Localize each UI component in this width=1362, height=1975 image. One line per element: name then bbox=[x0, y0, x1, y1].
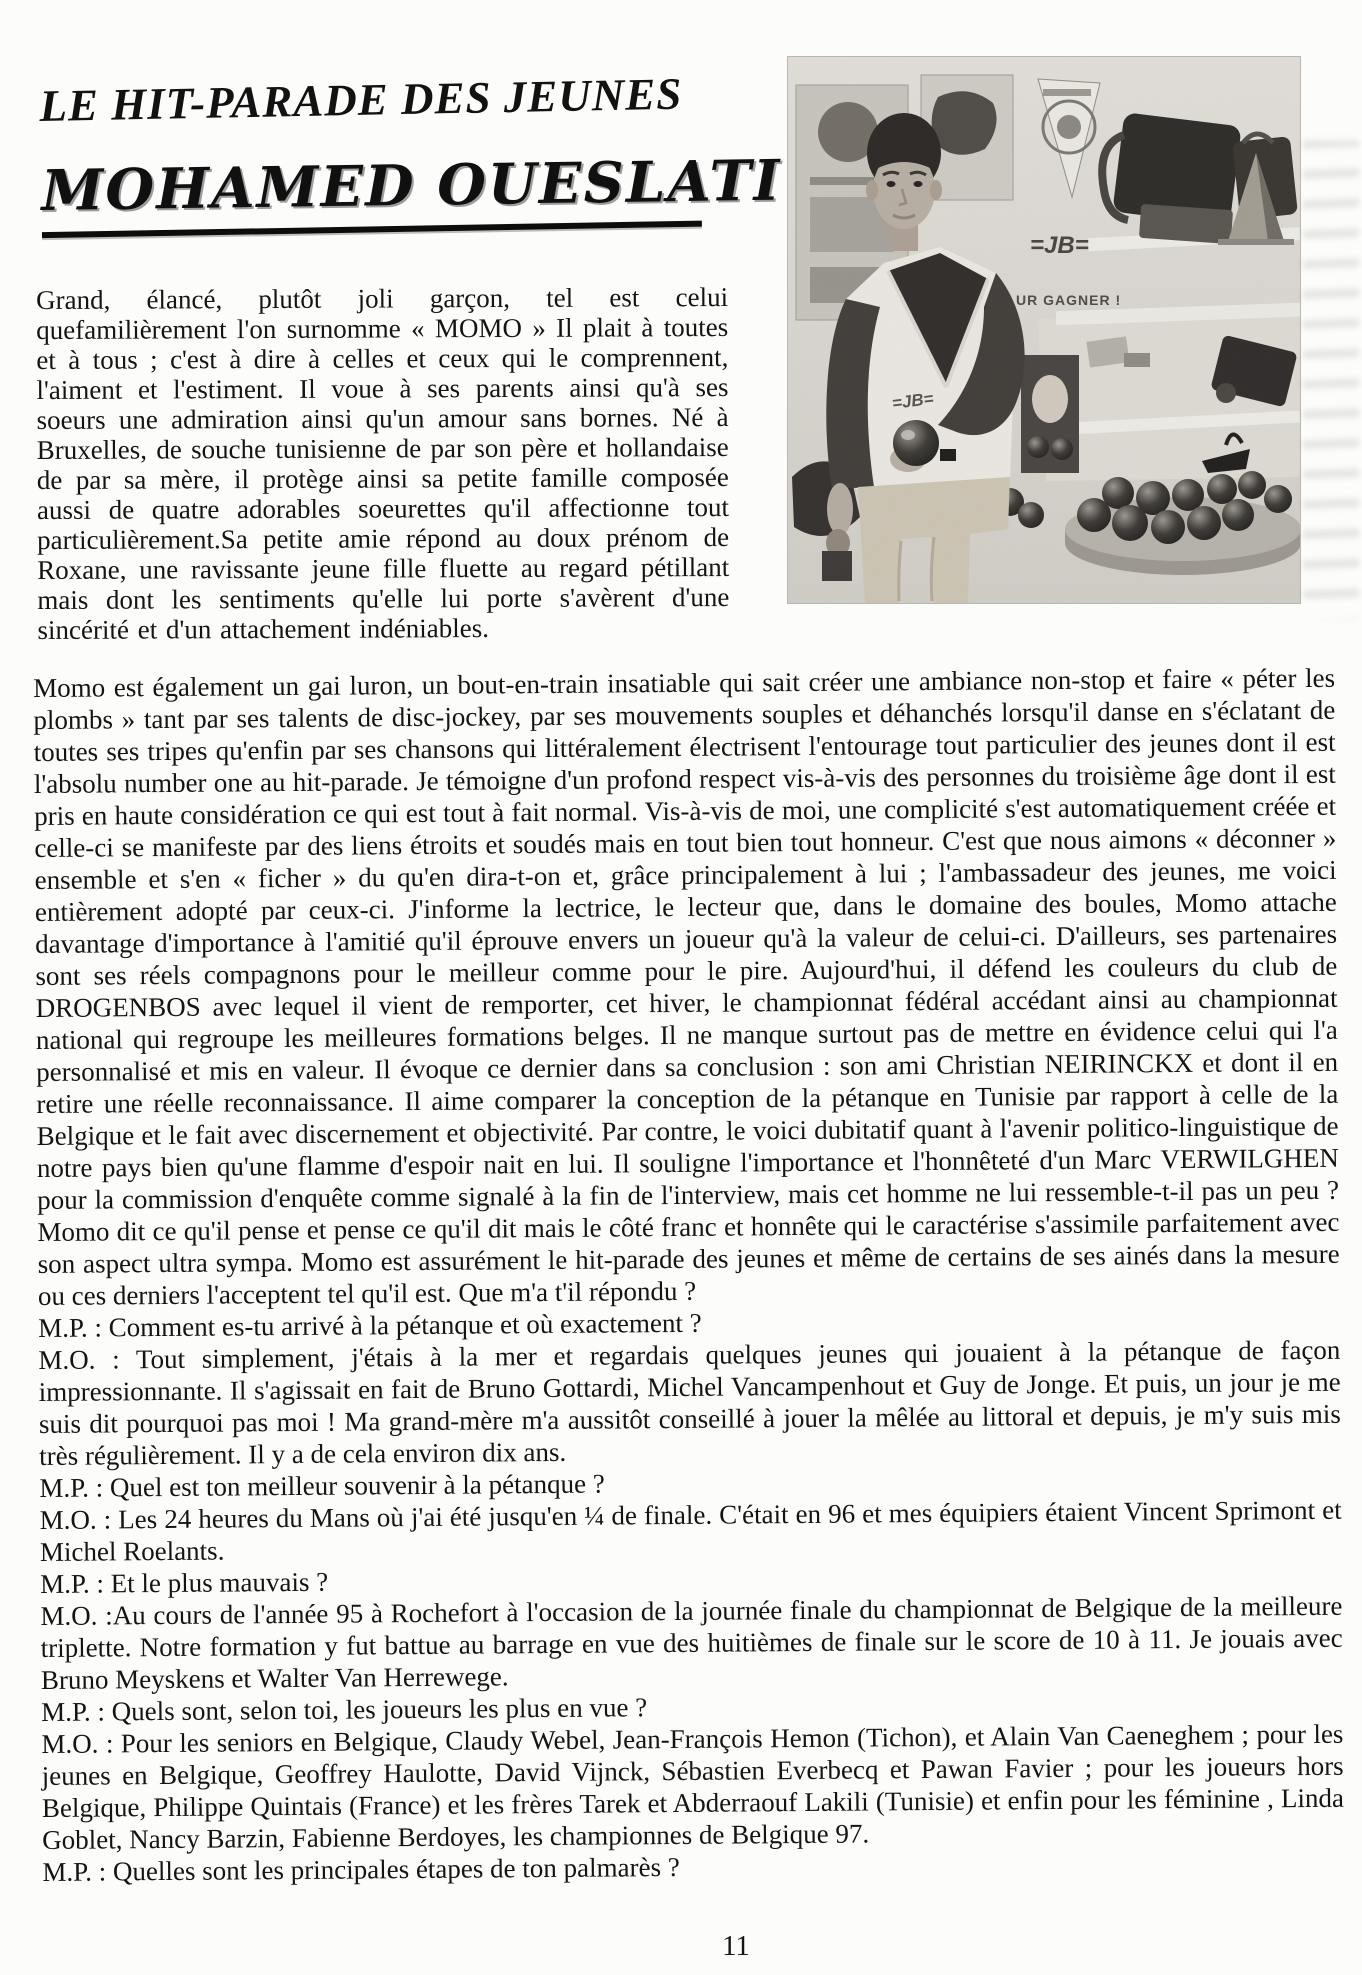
intro-paragraph: Grand, élancé, plutôt joli garçon, tel est celui quefamilièrement l'on surnomme « MOMO » Il plait à toutes et à tous ; c'est à dire à celles et ceux qui le comprennent, l'aiment et l'estiment. Il voue à ses parents ainsi qu'à ses soeurs une admiration ainsi qu'un amour sans bornes. Né à Bruxelles, de souche tunisienne de par son père et hollandaise de par sa mère, il protège ainsi sa petite famille composée aussi de quatre adorables soeurettes qu'il affectionne tout particulièrement.Sa petite amie répond au doux prénom de Roxane, une ravissante jeune fille fluette au regard pétillant mais dont les sentiments qu'elle lui porte s'avèrent d'une sincérité et d'un attachement indéniables. bbox=[36, 281, 730, 645]
photo-illustration bbox=[788, 57, 1300, 603]
interview-line: M.O. : Tout simplement, j'étais à la mer et regardais quelques jeunes qui jouaient à la pétanque de façon impressionnante. Il s'agissait en fait de Bruno Gottardi, Michel Vancampenhout et Guy de Jonge. Et puis, un jour je me suis dit pourquoi pas moi ! Ma grand-mère m'a aussitôt conseillé à jouer la mêlée au littoral et depuis, je m'y suis mis très régulièrement. Il y a de cela environ dix ans. bbox=[38, 1334, 1341, 1471]
interview-line: M.P. : Comment es-tu arrivé à la pétanque et où exactement ? bbox=[38, 1307, 702, 1343]
interview-line: M.P. : Et le plus mauvais ? bbox=[40, 1566, 329, 1599]
jb-wall-logo-text: =JB= bbox=[1030, 232, 1089, 259]
photo-grain-overlay bbox=[788, 57, 1300, 603]
body-paragraph: Momo est également un gai luron, un bout-en-train insatiable qui sait créer une ambiance non-stop et faire « péter les plombs » tant par ses talents de disc-jockey, par ses mouvements souples et déhanchés lorsqu'il danse en s'éclatant de toutes ses tripes qu'enfin par ses chansons qui littéralement électrisent l'entourage tout particulier des jeunes dont il est l'absolu number one au hit-parade. Je témoigne d'un profond respect vis-à-vis des personnes du troisième âge dont il est pris en haute considération ce qui est tout à fait normal. Vis-à-vis de moi, une complicité s'est automatiquement créée et celle-ci se manifeste par des liens étroits et soudés mais en tout bien tout honneur. C'est que nous aimons « déconner » ensemble et s'en « ficher » du qu'en dira-t-on et, grâce principalement à lui ; l'ambassadeur des jeunes, me voici entièrement adopté par ceux-ci. J'informe la lectrice, le lecteur que, dans le domaine des boules, Momo attache davantage d'importance à l'amitié qu'il éprouve envers un joueur qu'à la valeur de celui-ci. D'ailleurs, ses partenaires sont ses réels compagnons pour le meilleur comme pour le pire. Aujourd'hui, il défend les couleurs du club de DROGENBOS avec lequel il vient de remporter, cet hiver, le championnat fédéral accédant ainsi au championnat national qui regroupe les meilleures formations belges. Il ne manque surtout pas de mettre en évidence celui qui l'a personnalisé et mis en valeur. Il évoque ce dernier dans sa conclusion : son ami Christian NEIRINCKX et dont il en retire une réelle reconnaissance. Il aime comparer la conception de la pétanque en Tunisie par rapport à celle de la Belgique et le fait avec discernement et objectivité. Par contre, le voici dubitatif quant à l'avenir politico-linguistique de notre pays bien qu'une flamme d'espoir nait en lui. Il souligne l'importance et l'honnêteté d'un Marc VERWILGHEN pour la commission d'enquête comme signalé à la fin de l'interview, mais cet homme ne lui ressemble-t-il pas un peu ? Momo dit ce qu'il pense et pense ce qu'il dit mais le côté franc et honnête qui le caractérise s'assimile parfaitement avec son aspect ultra sympa. Momo est assurément le hit-parade des jeunes et même de certains de ses ainés dans la mesure ou ces derniers l'acceptent tel qu'il est. Que m'a t'il répondu ? bbox=[33, 662, 1340, 1311]
title-underline bbox=[42, 221, 702, 239]
article-body bbox=[33, 662, 1345, 1888]
jb-jacket-logo-text: =JB= bbox=[890, 388, 935, 413]
interview-line: M.P. : Quel est ton meilleur souvenir à la pétanque ? bbox=[39, 1468, 605, 1503]
subject-name-block bbox=[40, 147, 782, 237]
article-photo bbox=[788, 57, 1300, 603]
page-title: LE HIT-PARADE DES JEUNES bbox=[39, 68, 683, 132]
pour-gagner-text: UR GAGNER ! bbox=[1016, 292, 1122, 308]
ghost-bleed-through bbox=[1303, 140, 1359, 620]
subject-name-title: MOHAMED OUESLATI bbox=[40, 147, 782, 225]
interview-line: M.O. : Les 24 heures du Mans où j'ai été jusqu'en ¼ de finale. C'était en 96 et mes équipiers étaient Vincent Sprimont et Michel Roelants. bbox=[39, 1494, 1342, 1567]
page-number: 11 bbox=[722, 1930, 750, 1962]
interview-line: M.P. : Quelles sont les principales étapes de ton palmarès ? bbox=[42, 1851, 680, 1887]
interview-line: M.O. :Au cours de l'année 95 à Rochefort à l'occasion de la journée finale du championnat de Belgique de la meilleure triplette. Notre formation y fut battue au barrage en vue des huitièmes de finale sur le score de 10 à 11. Je jouais avec Bruno Meyskens et Walter Van Herrewege. bbox=[40, 1590, 1343, 1695]
interview-line: M.O. : Pour les seniors en Belgique, Claudy Webel, Jean-François Hemon (Tichon), et Alain Van Caeneghem ; pour les jeunes en Belgique, Geoffrey Haulotte, David Vijnck, Sébastien Everbecq et Pawan Favier ; pour les joueurs hors Belgique, Philippe Quintais (France) et les frères Tarek et Abderraouf Lakili (Tunisie) et enfin pour les féminine , Linda Goblet, Nancy Barzin, Fabienne Berdoyes, les championnes de Belgique 97. bbox=[41, 1718, 1344, 1855]
interview-line: M.P. : Quels sont, selon toi, les joueurs les plus en vue ? bbox=[41, 1692, 648, 1727]
